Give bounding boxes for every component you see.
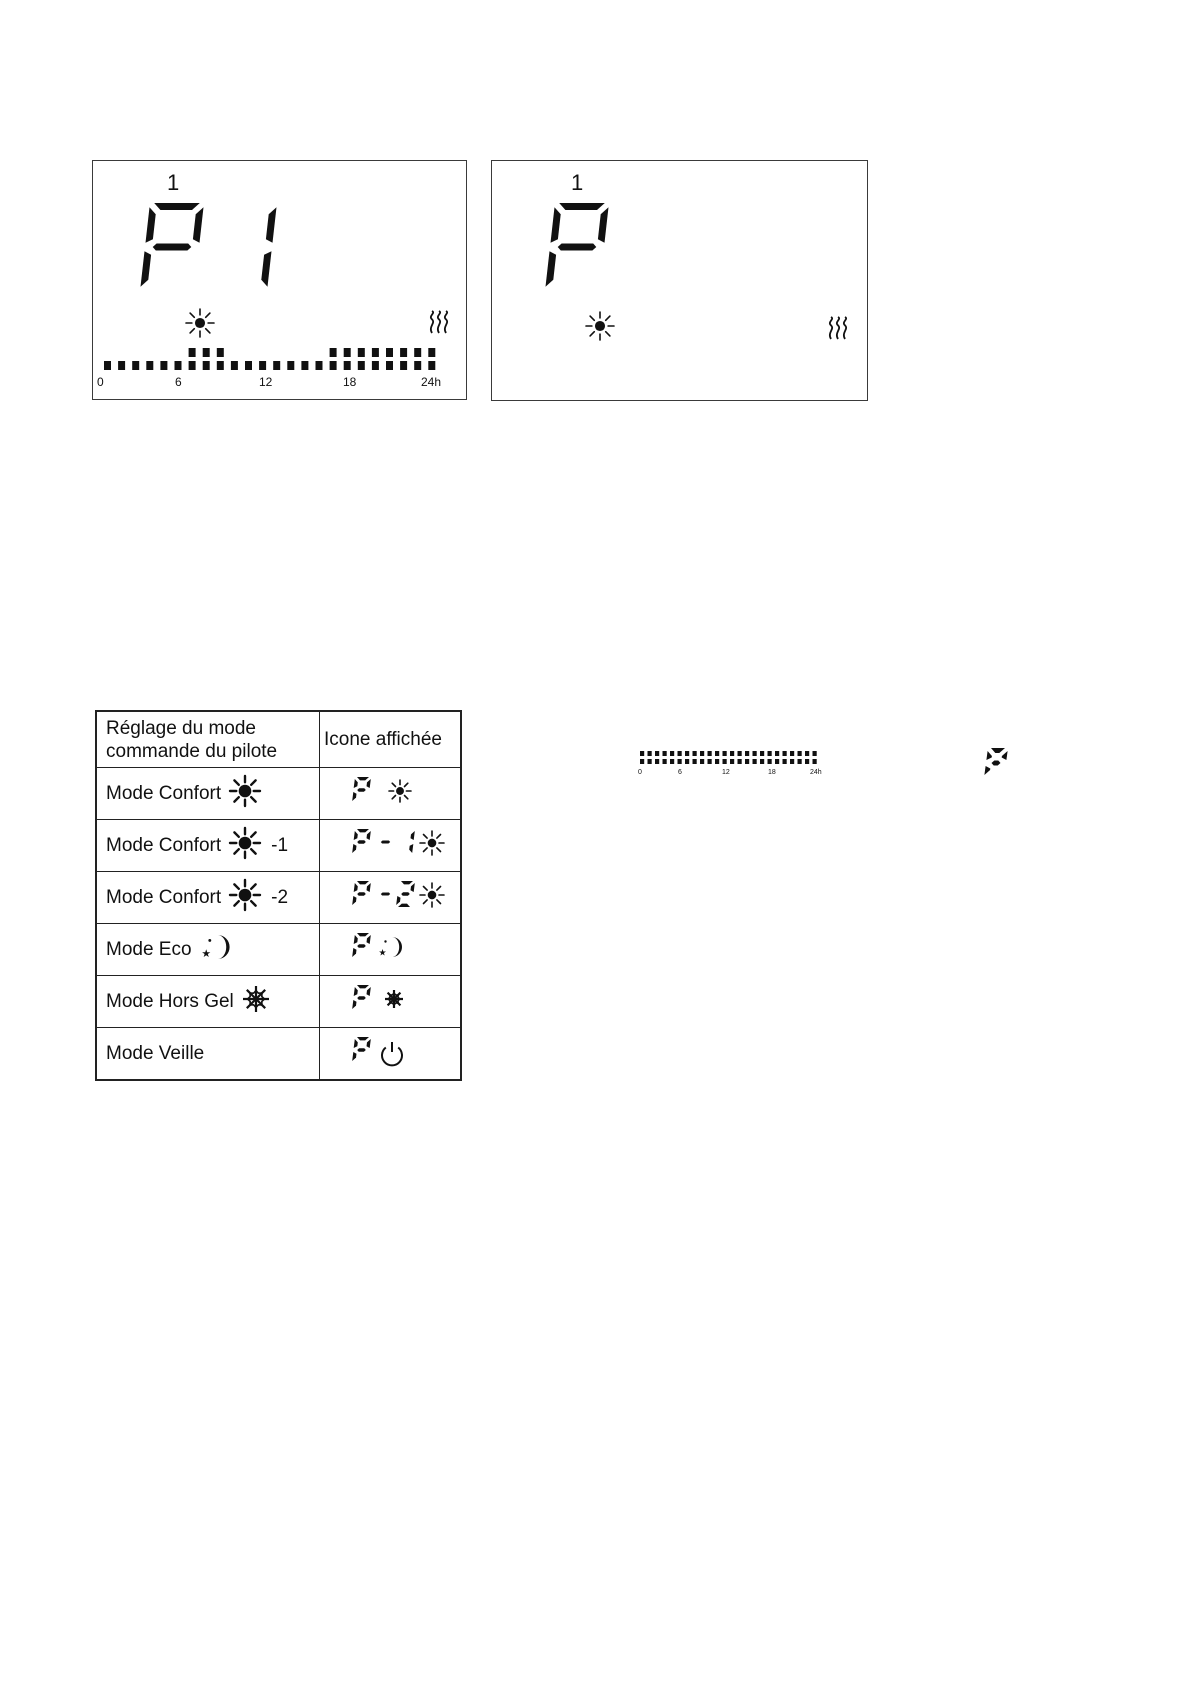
icon-display-cell	[320, 1028, 462, 1081]
program-hour-bar-comfort	[344, 348, 351, 357]
mode-label: Mode Hors Gel	[106, 990, 234, 1012]
program-hour-bar	[118, 361, 125, 370]
table-row	[96, 768, 461, 820]
icon-display-cell	[320, 872, 462, 924]
program-hour-bar	[259, 361, 266, 370]
program-hour-bar	[400, 361, 407, 370]
mini-hour-bar	[678, 751, 682, 756]
mini-hour-bar	[715, 759, 719, 764]
program-number: 1	[571, 170, 584, 195]
axis-tick-label: 6	[175, 375, 182, 389]
program-hour-bar-comfort	[414, 348, 421, 357]
program-hour-bar	[231, 361, 238, 370]
mini-hour-bar	[663, 759, 667, 764]
mini-hour-bar	[730, 759, 734, 764]
header-line: Réglage du mode	[106, 717, 256, 739]
mini-p-segment	[978, 744, 1018, 784]
sun-icon	[186, 309, 214, 337]
mini-hour-bar	[790, 751, 794, 756]
mode-label-cell	[96, 872, 320, 924]
lcd-display-pilot	[491, 160, 868, 401]
mini-hour-bar	[723, 759, 727, 764]
mini-hour-bar	[655, 759, 659, 764]
table-row	[96, 924, 461, 976]
program-number: 1	[167, 170, 180, 195]
mini-hour-bar	[775, 759, 779, 764]
program-hour-bar	[344, 361, 351, 370]
mini-hour-bar	[768, 751, 772, 756]
heat-waves-icon	[431, 311, 447, 333]
program-hour-bar-comfort	[217, 348, 224, 357]
mini-hour-bar	[655, 751, 659, 756]
mode-label: Mode Confort	[106, 834, 222, 856]
table-row	[96, 1028, 461, 1081]
mini-hour-bar	[730, 751, 734, 756]
icon-display-cell	[320, 820, 462, 872]
sun-bold-icon	[227, 774, 263, 814]
segment-digits	[546, 203, 609, 287]
snowflake-icon	[240, 983, 272, 1021]
mini-hour-bar	[663, 751, 667, 756]
axis-tick-label: 24h	[421, 375, 442, 389]
mini-hour-bar	[813, 759, 817, 764]
program-hour-bar-comfort	[428, 348, 435, 357]
icon-display-cell	[320, 976, 462, 1028]
mini-hour-bar	[693, 759, 697, 764]
mini-hour-bar	[738, 759, 742, 764]
mini-hour-bar	[708, 751, 712, 756]
program-hour-bar	[132, 361, 139, 370]
mode-label-cell	[96, 976, 320, 1028]
mini-axis-tick: 6	[678, 769, 682, 776]
program-hour-bar	[372, 361, 379, 370]
header-mode-setting	[96, 711, 320, 768]
program-hour-bar	[358, 361, 365, 370]
lcd-icon-preview	[320, 1028, 460, 1074]
program-hour-bar-comfort	[386, 348, 393, 357]
lcd-icon-preview	[320, 924, 460, 970]
mini-hour-bar	[670, 751, 674, 756]
program-hour-bar-comfort	[203, 348, 210, 357]
icon-display-cell	[320, 924, 462, 976]
mini-axis-tick: 12	[722, 769, 730, 776]
mini-hour-bar	[813, 751, 817, 756]
axis-tick-label: 18	[343, 375, 357, 389]
table-row	[96, 872, 461, 924]
mini-hour-bar	[648, 751, 652, 756]
mode-label: Mode Confort	[106, 886, 222, 908]
lcd-icon-preview	[320, 976, 460, 1022]
table-row	[96, 820, 461, 872]
program-hour-bar	[146, 361, 153, 370]
mini-hour-bar	[640, 751, 644, 756]
mini-hour-bar	[745, 751, 749, 756]
lcd-icon-preview	[320, 872, 460, 918]
header-line: commande du pilote	[106, 740, 278, 762]
mode-label: Mode Confort	[106, 782, 222, 804]
mini-hour-bar	[693, 751, 697, 756]
mini-hour-bar	[768, 759, 772, 764]
table-row	[96, 976, 461, 1028]
axis-tick-label: 12	[259, 375, 273, 389]
program-axis	[97, 375, 441, 389]
mini-hour-bar	[798, 751, 802, 756]
lcd-display-program	[92, 160, 467, 400]
mini-hour-bar	[760, 751, 764, 756]
mini-hour-bar	[723, 751, 727, 756]
mini-hour-bar	[700, 759, 704, 764]
program-hour-bar	[203, 361, 210, 370]
mini-axis-tick: 18	[768, 769, 776, 776]
mode-suffix: -2	[271, 886, 289, 908]
mini-hour-bar	[708, 759, 712, 764]
mini-hour-bar	[790, 759, 794, 764]
mini-hour-bar	[805, 759, 809, 764]
header-icon-displayed: Icone affichée	[320, 711, 462, 768]
program-hour-bar	[273, 361, 280, 370]
mode-label-cell	[96, 924, 320, 976]
moon-stars-icon	[198, 930, 232, 970]
mini-hour-bar	[648, 759, 652, 764]
program-hour-bar	[217, 361, 224, 370]
program-hour-bar-comfort	[358, 348, 365, 357]
segment-digits	[141, 203, 277, 287]
mini-hour-bar	[640, 759, 644, 764]
mini-hour-bar	[678, 759, 682, 764]
program-hour-bar	[386, 361, 393, 370]
program-hour-bar	[189, 361, 196, 370]
program-hour-bar	[316, 361, 323, 370]
mini-hour-bar	[783, 759, 787, 764]
program-hour-bar-comfort	[400, 348, 407, 357]
mini-hour-bar	[783, 751, 787, 756]
mode-label-cell	[96, 1028, 320, 1081]
program-hour-bar	[301, 361, 308, 370]
program-hour-bar	[160, 361, 167, 370]
table-header-row	[96, 711, 461, 768]
program-hour-bar	[330, 361, 337, 370]
lcd-display-svg	[93, 161, 468, 401]
program-hour-bar	[287, 361, 294, 370]
mini-hour-bar	[775, 751, 779, 756]
mini-hour-bar	[798, 759, 802, 764]
sun-bold-icon	[227, 878, 263, 918]
axis-tick-label: 0	[97, 375, 104, 389]
mode-label-cell	[96, 768, 320, 820]
program-hour-bar	[245, 361, 252, 370]
program-hour-bar-comfort	[330, 348, 337, 357]
mode-label: Mode Veille	[106, 1042, 205, 1064]
mini-axis-tick: 24h	[810, 769, 822, 776]
heat-waves-icon	[830, 317, 846, 339]
mini-hour-bar	[760, 759, 764, 764]
mini-hour-bar	[685, 759, 689, 764]
sun-bold-icon	[227, 826, 263, 866]
mode-label: Mode Eco	[106, 938, 192, 960]
mini-hour-bar	[685, 751, 689, 756]
mode-label-cell	[96, 820, 320, 872]
program-hour-bar	[175, 361, 182, 370]
lcd-icon-preview	[320, 768, 460, 814]
mini-hour-bar	[753, 759, 757, 764]
program-hour-bar-comfort	[372, 348, 379, 357]
lcd-icon-preview	[320, 820, 460, 866]
mini-hour-bar	[715, 751, 719, 756]
program-hour-bar	[414, 361, 421, 370]
mini-program-bar	[630, 745, 830, 783]
mini-axis-tick: 0	[638, 769, 642, 776]
mini-hour-bar	[700, 751, 704, 756]
mini-hour-bar	[738, 751, 742, 756]
icon-display-cell	[320, 768, 462, 820]
mode-suffix: -1	[271, 834, 289, 856]
mini-hour-bar	[805, 751, 809, 756]
mini-hour-bar	[745, 759, 749, 764]
svg-text:★: ★	[378, 948, 387, 959]
pilot-mode-table	[95, 710, 462, 1081]
program-hour-bar-comfort	[189, 348, 196, 357]
lcd-display-svg	[492, 161, 869, 402]
svg-text:★: ★	[200, 946, 211, 960]
program-hour-bar	[428, 361, 435, 370]
sun-icon	[586, 312, 614, 340]
program-hour-bar	[104, 361, 111, 370]
mini-hour-bar	[670, 759, 674, 764]
mini-hour-bar	[753, 751, 757, 756]
program-bar	[104, 348, 435, 370]
